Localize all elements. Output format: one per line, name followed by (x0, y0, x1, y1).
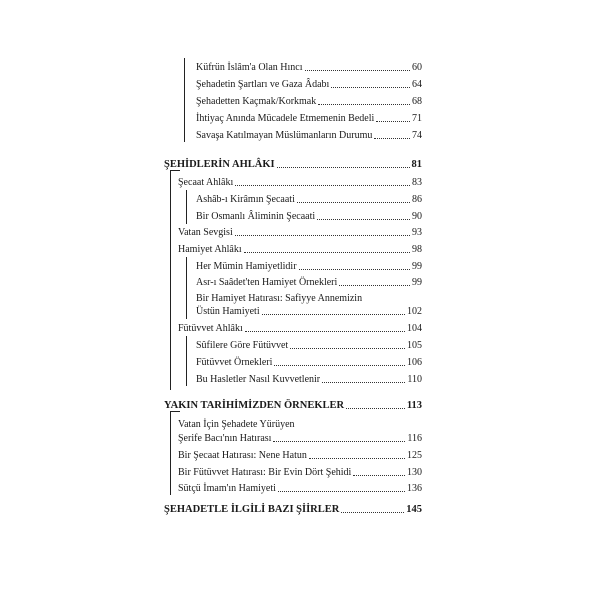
section-rule-top (170, 170, 180, 171)
leader-dots (341, 512, 404, 513)
table-of-contents (164, 0, 424, 600)
toc-entry-page: 98 (412, 244, 422, 255)
toc-entry-page: 99 (412, 277, 422, 288)
toc-entry-page: 102 (407, 306, 422, 317)
leader-dots (274, 365, 405, 366)
toc-section-page: 113 (406, 400, 422, 411)
toc-entry-title: Bir Şecaat Hatırası: Nene Hatun (178, 450, 307, 461)
toc-entry-title: İhtiyaç Anında Mücadele Etmemenin Bedeli (196, 113, 375, 124)
toc-entry-page: 86 (412, 194, 422, 205)
leader-dots (245, 331, 405, 332)
toc-entry[interactable] (178, 482, 422, 495)
leader-dots (374, 138, 410, 139)
toc-entry-title: Bu Hasletler Nasıl Kuvvetlenir (196, 374, 321, 385)
toc-entry-title: Fütüvvet Örnekleri (196, 357, 273, 368)
toc-section-heading[interactable] (164, 399, 422, 412)
toc-entry-page: 106 (407, 357, 422, 368)
toc-entry-title: Sûfilere Göre Fütüvvet (196, 340, 289, 351)
toc-section-title: YAKIN TARİHİMİZDEN ÖRNEKLER (164, 400, 345, 411)
leader-dots (235, 235, 410, 236)
toc-entry[interactable] (196, 260, 422, 273)
section-rule (170, 411, 171, 495)
leader-dots (376, 121, 410, 122)
toc-entry-title: Ashâb-ı Kirâmın Şecaati (196, 194, 295, 205)
toc-entry[interactable] (196, 373, 422, 386)
toc-entry[interactable] (178, 176, 422, 189)
toc-entry[interactable] (178, 226, 422, 239)
leader-dots (322, 382, 405, 383)
toc-entry-page: 99 (412, 261, 422, 272)
toc-entry[interactable] (178, 432, 422, 445)
leader-dots (318, 104, 410, 105)
toc-entry-title-line2: Üstün Hamiyeti (196, 306, 260, 317)
toc-entry-title: Şehadetten Kaçmak/Korkmak (196, 96, 317, 107)
toc-entry[interactable] (196, 78, 422, 91)
leader-dots (299, 269, 410, 270)
toc-entry[interactable] (178, 466, 422, 479)
toc-entry-title: Bir Fütüvvet Hatırası: Bir Evin Dört Şehidi (178, 467, 352, 478)
toc-entry-page: 116 (407, 433, 422, 444)
group-rule (184, 58, 185, 142)
toc-entry-page: 68 (412, 96, 422, 107)
toc-entry-page: 83 (412, 177, 422, 188)
leader-dots (317, 219, 410, 220)
subgroup-rule (186, 190, 187, 224)
leader-dots (273, 441, 405, 442)
toc-entry-page: 130 (407, 467, 422, 478)
toc-entry[interactable] (196, 356, 422, 369)
leader-dots (244, 252, 410, 253)
section-rule (170, 170, 171, 390)
toc-entry[interactable] (196, 95, 422, 108)
toc-entry-page: 110 (407, 374, 422, 385)
toc-entry-title: Küfrün İslâm'a Olan Hıncı (196, 62, 303, 73)
toc-entry-title: Her Mümin Hamiyetlidir (196, 261, 297, 272)
subgroup-rule (186, 257, 187, 319)
toc-entry[interactable] (196, 339, 422, 352)
toc-section-title: ŞEHİDLERİN AHLÂKI (164, 159, 275, 170)
leader-dots (305, 70, 411, 71)
toc-entry-page: 93 (412, 227, 422, 238)
toc-entry[interactable] (196, 276, 422, 289)
section-rule-top (170, 411, 180, 412)
toc-entry-page: 105 (407, 340, 422, 351)
toc-entry-title: Şecaat Ahlâkı (178, 177, 234, 188)
toc-section-page: 145 (406, 504, 422, 515)
leader-dots (346, 408, 405, 409)
toc-entry-page: 104 (407, 323, 422, 334)
toc-entry-title: Hamiyet Ahlâkı (178, 244, 242, 255)
toc-entry-page: 125 (407, 450, 422, 461)
toc-entry[interactable] (178, 449, 422, 462)
leader-dots (331, 87, 410, 88)
toc-entry-page: 90 (412, 211, 422, 222)
subgroup-rule (186, 336, 187, 386)
leader-dots (278, 491, 405, 492)
toc-entry[interactable] (196, 210, 422, 223)
toc-entry-page: 64 (412, 79, 422, 90)
toc-entry-title: Şehadetin Şartları ve Gaza Âdabı (196, 79, 330, 90)
toc-entry-title-line1: Bir Hamiyet Hatırası: Safiyye Annemizin (196, 293, 363, 304)
toc-entry-title: Savaşa Katılmayan Müslümanların Durumu (196, 130, 373, 141)
toc-entry[interactable] (178, 243, 422, 256)
toc-entry-page: 136 (407, 483, 422, 494)
toc-entry-title: Vatan Sevgisi (178, 227, 233, 238)
toc-entry[interactable] (196, 193, 422, 206)
toc-entry[interactable] (196, 61, 422, 74)
toc-entry-title: Sütçü İmam'ın Hamiyeti (178, 483, 276, 494)
toc-entry[interactable] (178, 322, 422, 335)
toc-entry[interactable] (196, 305, 422, 318)
leader-dots (353, 475, 405, 476)
toc-entry-page: 74 (412, 130, 422, 141)
toc-entry-title: Asr-ı Saâdet'ten Hamiyet Örnekleri (196, 277, 338, 288)
toc-entry-page: 71 (412, 113, 422, 124)
toc-entry-title-line1: Vatan İçin Şehadete Yürüyen (178, 419, 295, 430)
leader-dots (235, 185, 410, 186)
leader-dots (290, 348, 405, 349)
toc-entry-title: Fütüvvet Ahlâkı (178, 323, 243, 334)
toc-entry-title-line2: Şerife Bacı'nın Hatırası (178, 433, 272, 444)
toc-section-title: ŞEHADETLE İLGİLİ BAZI ŞİİRLER (164, 504, 340, 515)
toc-entry[interactable] (196, 112, 422, 125)
leader-dots (309, 458, 405, 459)
toc-entry[interactable] (196, 129, 422, 142)
leader-dots (262, 314, 405, 315)
toc-section-heading[interactable] (164, 503, 422, 516)
leader-dots (277, 167, 410, 168)
toc-section-page: 81 (411, 159, 422, 170)
toc-entry-title: Bir Osmanlı Âliminin Şecaati (196, 211, 316, 222)
leader-dots (297, 202, 410, 203)
toc-section-heading[interactable] (164, 158, 422, 171)
leader-dots (339, 285, 410, 286)
toc-entry-page: 60 (412, 62, 422, 73)
